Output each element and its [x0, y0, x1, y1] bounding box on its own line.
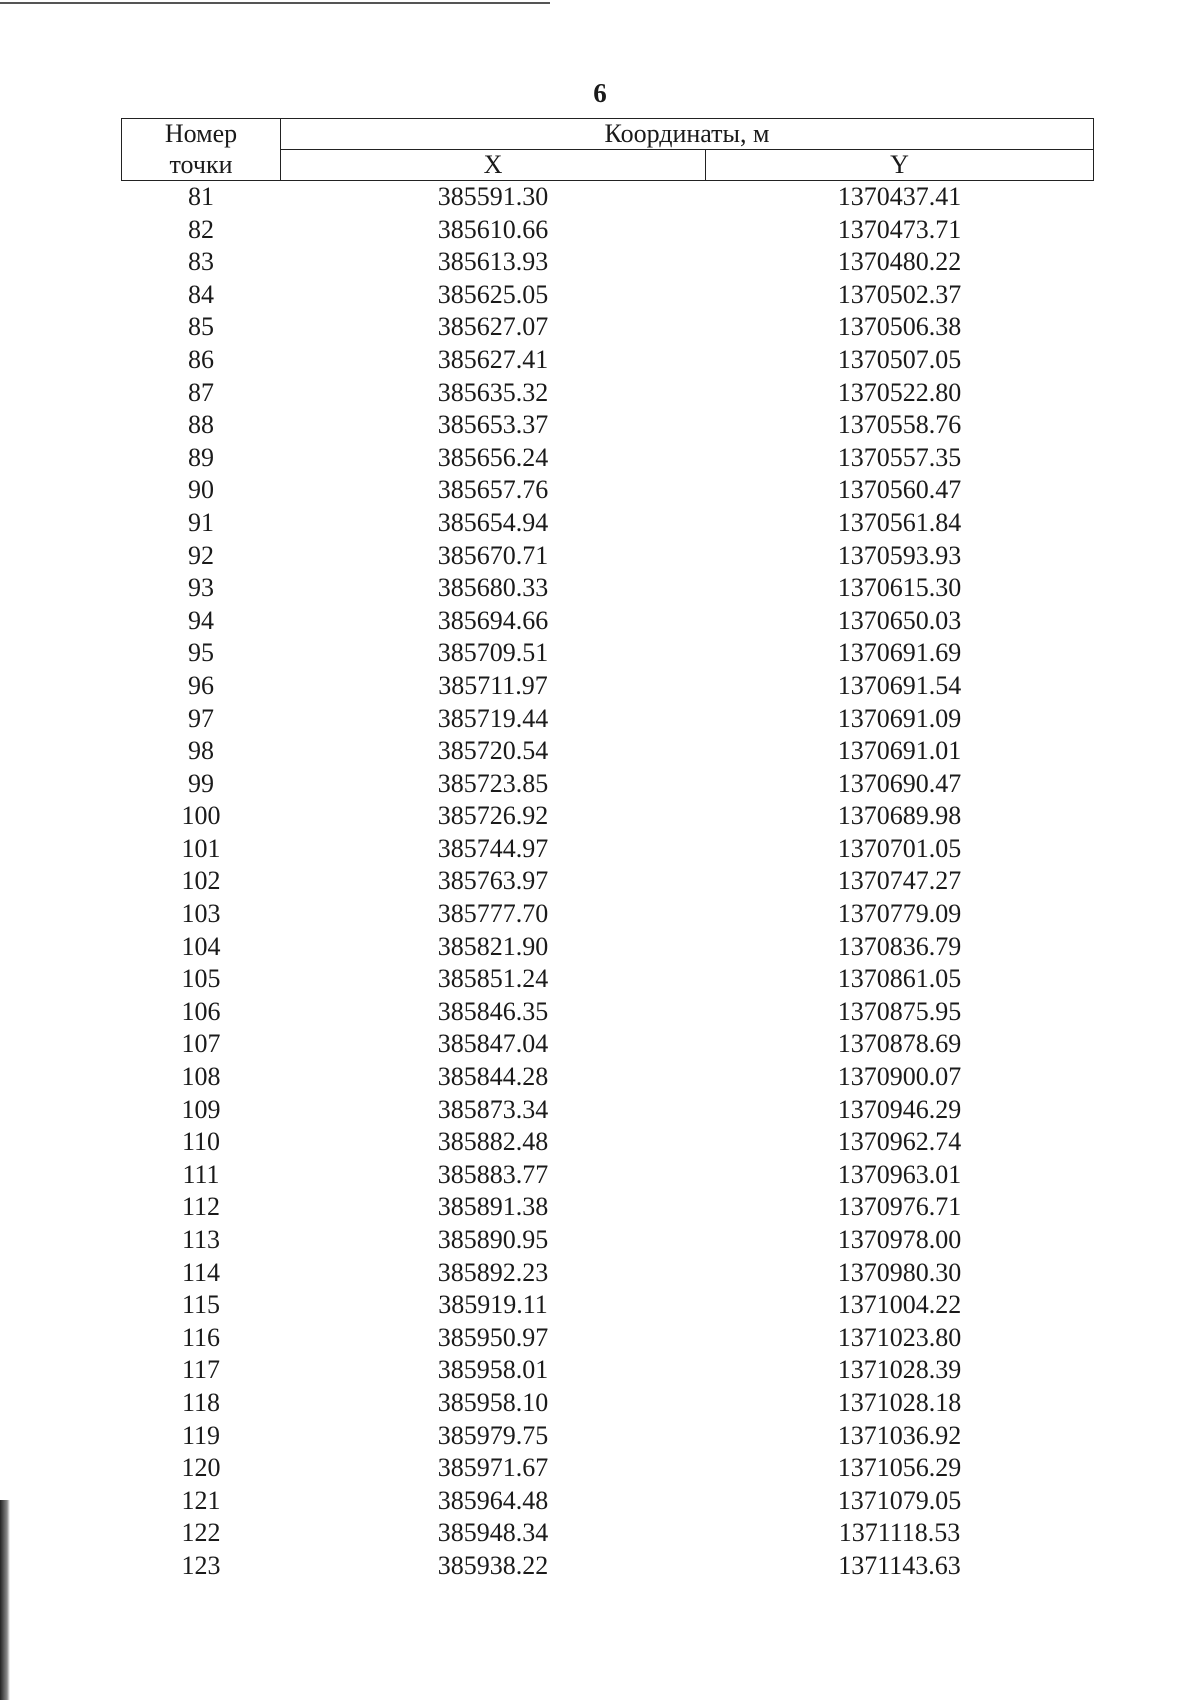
header-point-number-line2: точки [122, 150, 281, 181]
cell-point-number: 104 [181, 931, 221, 961]
cell-y: 1371028.39 [837, 1355, 962, 1385]
cell-x: 385964.48 [437, 1485, 549, 1515]
cell-y: 1370779.09 [837, 899, 962, 929]
cell-y: 1370506.38 [837, 312, 962, 342]
cell-x: 385656.24 [437, 442, 549, 472]
header-point-number: Номер [122, 119, 281, 150]
cell-y: 1370878.69 [837, 1029, 962, 1059]
cell-point-number: 110 [181, 1127, 221, 1157]
cell-x: 385719.44 [437, 703, 549, 733]
cell-y: 1370861.05 [837, 964, 962, 994]
cell-y: 1370900.07 [837, 1062, 962, 1092]
cell-x: 385873.34 [437, 1094, 549, 1124]
cell-point-number: 85 [188, 312, 214, 342]
cell-point-number: 82 [188, 214, 214, 244]
cell-x: 385613.93 [437, 247, 549, 277]
cell-point-number: 106 [181, 996, 221, 1026]
cell-y: 1370437.41 [837, 182, 962, 211]
cell-point-number: 122 [181, 1518, 221, 1548]
cell-x: 385979.75 [437, 1420, 549, 1450]
cell-x: 385958.10 [437, 1387, 549, 1417]
table-row [122, 1550, 1094, 1583]
cell-y: 1370980.30 [837, 1257, 962, 1287]
table-row [122, 996, 1094, 1029]
table-row [122, 474, 1094, 507]
cell-x: 385670.71 [437, 540, 549, 570]
cell-point-number: 81 [188, 182, 214, 211]
table-row [122, 344, 1094, 377]
cell-x: 385938.22 [437, 1550, 549, 1580]
table-row [122, 1061, 1094, 1094]
table-row [122, 1420, 1094, 1453]
table-header [122, 119, 1094, 181]
cell-point-number: 92 [188, 540, 214, 570]
cell-point-number: 83 [188, 247, 214, 277]
cell-y: 1370615.30 [837, 573, 962, 603]
cell-y: 1370502.37 [837, 279, 962, 309]
cell-y: 1370507.05 [837, 344, 962, 374]
cell-point-number: 91 [188, 507, 214, 537]
cell-y: 1371118.53 [838, 1518, 961, 1548]
cell-y: 1370650.03 [837, 605, 962, 635]
cell-y: 1370473.71 [837, 214, 962, 244]
cell-y: 1370480.22 [837, 247, 962, 277]
cell-y: 1370946.29 [837, 1094, 962, 1124]
cell-x: 385653.37 [437, 410, 549, 440]
cell-x: 385627.07 [437, 312, 549, 342]
coordinates-table [121, 118, 1094, 1583]
cell-x: 385654.94 [437, 507, 549, 537]
cell-x: 385821.90 [437, 931, 549, 961]
header-coordinates: Координаты, м [281, 119, 1094, 150]
table-body [122, 181, 1094, 1583]
cell-y: 1370963.01 [837, 1159, 962, 1189]
cell-x: 385844.28 [437, 1062, 549, 1092]
cell-point-number: 116 [181, 1322, 221, 1352]
cell-x: 385777.70 [437, 899, 549, 929]
table-row [122, 963, 1094, 996]
cell-y: 1371079.05 [837, 1485, 962, 1515]
table-row [122, 1452, 1094, 1485]
cell-point-number: 97 [188, 703, 214, 733]
cell-point-number: 123 [181, 1550, 221, 1580]
cell-x: 385657.76 [437, 475, 549, 505]
cell-point-number: 93 [188, 573, 214, 603]
cell-point-number: 118 [181, 1387, 221, 1417]
table-row [122, 442, 1094, 475]
cell-x: 385726.92 [437, 801, 549, 831]
table-row [122, 1224, 1094, 1257]
cell-point-number: 117 [181, 1355, 221, 1385]
cell-point-number: 84 [188, 279, 214, 309]
cell-y: 1370875.95 [837, 996, 962, 1026]
cell-x: 385891.38 [437, 1192, 549, 1222]
scan-edge-line [0, 2, 550, 4]
cell-y: 1370557.35 [837, 442, 962, 472]
table-row [122, 1517, 1094, 1550]
cell-x: 385847.04 [437, 1029, 549, 1059]
cell-y: 1370560.47 [837, 475, 962, 505]
cell-y: 1370978.00 [837, 1225, 962, 1254]
table-row [122, 898, 1094, 931]
cell-point-number: 119 [181, 1420, 221, 1450]
table-row [122, 1257, 1094, 1290]
cell-y: 1370522.80 [837, 377, 962, 407]
cell-x: 385919.11 [438, 1290, 548, 1320]
table-row [122, 1159, 1094, 1192]
cell-point-number: 113 [181, 1225, 221, 1254]
cell-y: 1370836.79 [837, 931, 962, 961]
cell-y: 1370690.47 [837, 768, 962, 798]
cell-x: 385950.97 [437, 1322, 549, 1352]
cell-point-number: 88 [188, 410, 214, 440]
cell-point-number: 87 [188, 377, 214, 407]
table-row [122, 735, 1094, 768]
cell-y: 1371143.63 [838, 1550, 961, 1580]
table-row [122, 1485, 1094, 1518]
cell-y: 1370691.09 [837, 703, 962, 733]
cell-y: 1371036.92 [837, 1420, 962, 1450]
cell-x: 385846.35 [437, 996, 549, 1026]
table-row [122, 833, 1094, 866]
table-row [122, 1354, 1094, 1387]
cell-point-number: 89 [188, 442, 214, 472]
cell-x: 385958.01 [437, 1355, 549, 1385]
cell-point-number: 94 [188, 605, 214, 635]
table-row [122, 311, 1094, 344]
cell-y: 1370691.69 [837, 638, 962, 668]
cell-x: 385627.41 [437, 344, 549, 374]
table-row [122, 1387, 1094, 1420]
table-row [122, 670, 1094, 703]
table-row [122, 572, 1094, 605]
cell-x: 385883.77 [437, 1159, 549, 1189]
cell-point-number: 103 [181, 899, 221, 929]
cell-point-number: 111 [182, 1159, 220, 1189]
cell-x: 385744.97 [437, 833, 549, 863]
cell-point-number: 96 [188, 670, 214, 700]
cell-x: 385763.97 [437, 866, 549, 896]
cell-point-number: 95 [188, 638, 214, 668]
table-row [122, 377, 1094, 410]
cell-point-number: 105 [181, 964, 221, 994]
table-row [122, 1191, 1094, 1224]
cell-point-number: 121 [181, 1485, 221, 1515]
cell-x: 385680.33 [437, 573, 549, 603]
table-row [122, 540, 1094, 573]
cell-x: 385591.30 [437, 182, 549, 211]
cell-y: 1370561.84 [837, 507, 962, 537]
header-y: Y [706, 150, 1094, 181]
header-x: X [281, 150, 706, 181]
cell-y: 1371023.80 [837, 1322, 962, 1352]
cell-point-number: 100 [181, 801, 221, 831]
scan-shadow [0, 1500, 10, 1700]
table-row [122, 931, 1094, 964]
cell-x: 385892.23 [437, 1257, 549, 1287]
cell-x: 385694.66 [437, 605, 549, 635]
cell-y: 1370962.74 [837, 1127, 962, 1157]
cell-y: 1371028.18 [837, 1387, 962, 1417]
cell-point-number: 98 [188, 736, 214, 766]
cell-x: 385890.95 [437, 1225, 549, 1254]
cell-y: 1370558.76 [837, 410, 962, 440]
table-row [122, 214, 1094, 247]
table-row [122, 181, 1094, 214]
cell-x: 385971.67 [437, 1453, 549, 1483]
cell-point-number: 112 [181, 1192, 221, 1222]
table-row [122, 409, 1094, 442]
table-row [122, 1094, 1094, 1127]
cell-x: 385948.34 [437, 1518, 549, 1548]
cell-x: 385723.85 [437, 768, 549, 798]
cell-point-number: 114 [181, 1257, 221, 1287]
cell-point-number: 101 [181, 833, 221, 863]
cell-x: 385610.66 [437, 214, 549, 244]
cell-x: 385851.24 [437, 964, 549, 994]
cell-y: 1370691.01 [837, 736, 962, 766]
table-row [122, 605, 1094, 638]
cell-point-number: 120 [181, 1453, 221, 1483]
cell-y: 1370689.98 [837, 801, 962, 831]
cell-y: 1370593.93 [837, 540, 962, 570]
cell-x: 385635.32 [437, 377, 549, 407]
table-row [122, 865, 1094, 898]
cell-point-number: 86 [188, 344, 214, 374]
cell-point-number: 109 [181, 1094, 221, 1124]
cell-x: 385709.51 [437, 638, 549, 668]
table-row [122, 637, 1094, 670]
table-row [122, 703, 1094, 736]
table-row [122, 1126, 1094, 1159]
cell-y: 1370747.27 [837, 866, 962, 896]
table-row [122, 1028, 1094, 1061]
table-row [122, 279, 1094, 312]
table-row [122, 507, 1094, 540]
table-row [122, 1289, 1094, 1322]
cell-point-number: 108 [181, 1062, 221, 1092]
cell-point-number: 99 [188, 768, 214, 798]
table-row [122, 246, 1094, 279]
cell-x: 385711.97 [438, 670, 548, 700]
cell-x: 385882.48 [437, 1127, 549, 1157]
cell-y: 1370701.05 [837, 833, 962, 863]
page-number: 6 [593, 78, 607, 108]
cell-x: 385625.05 [437, 279, 549, 309]
table-row [122, 768, 1094, 801]
cell-point-number: 102 [181, 866, 221, 896]
table-row [122, 800, 1094, 833]
table-row [122, 1322, 1094, 1355]
cell-y: 1370976.71 [837, 1192, 962, 1222]
cell-y: 1371004.22 [837, 1290, 962, 1320]
cell-y: 1370691.54 [837, 670, 962, 700]
cell-point-number: 90 [188, 475, 214, 505]
cell-point-number: 115 [181, 1290, 221, 1320]
cell-x: 385720.54 [437, 736, 549, 766]
cell-y: 1371056.29 [837, 1453, 962, 1483]
cell-point-number: 107 [181, 1029, 221, 1059]
